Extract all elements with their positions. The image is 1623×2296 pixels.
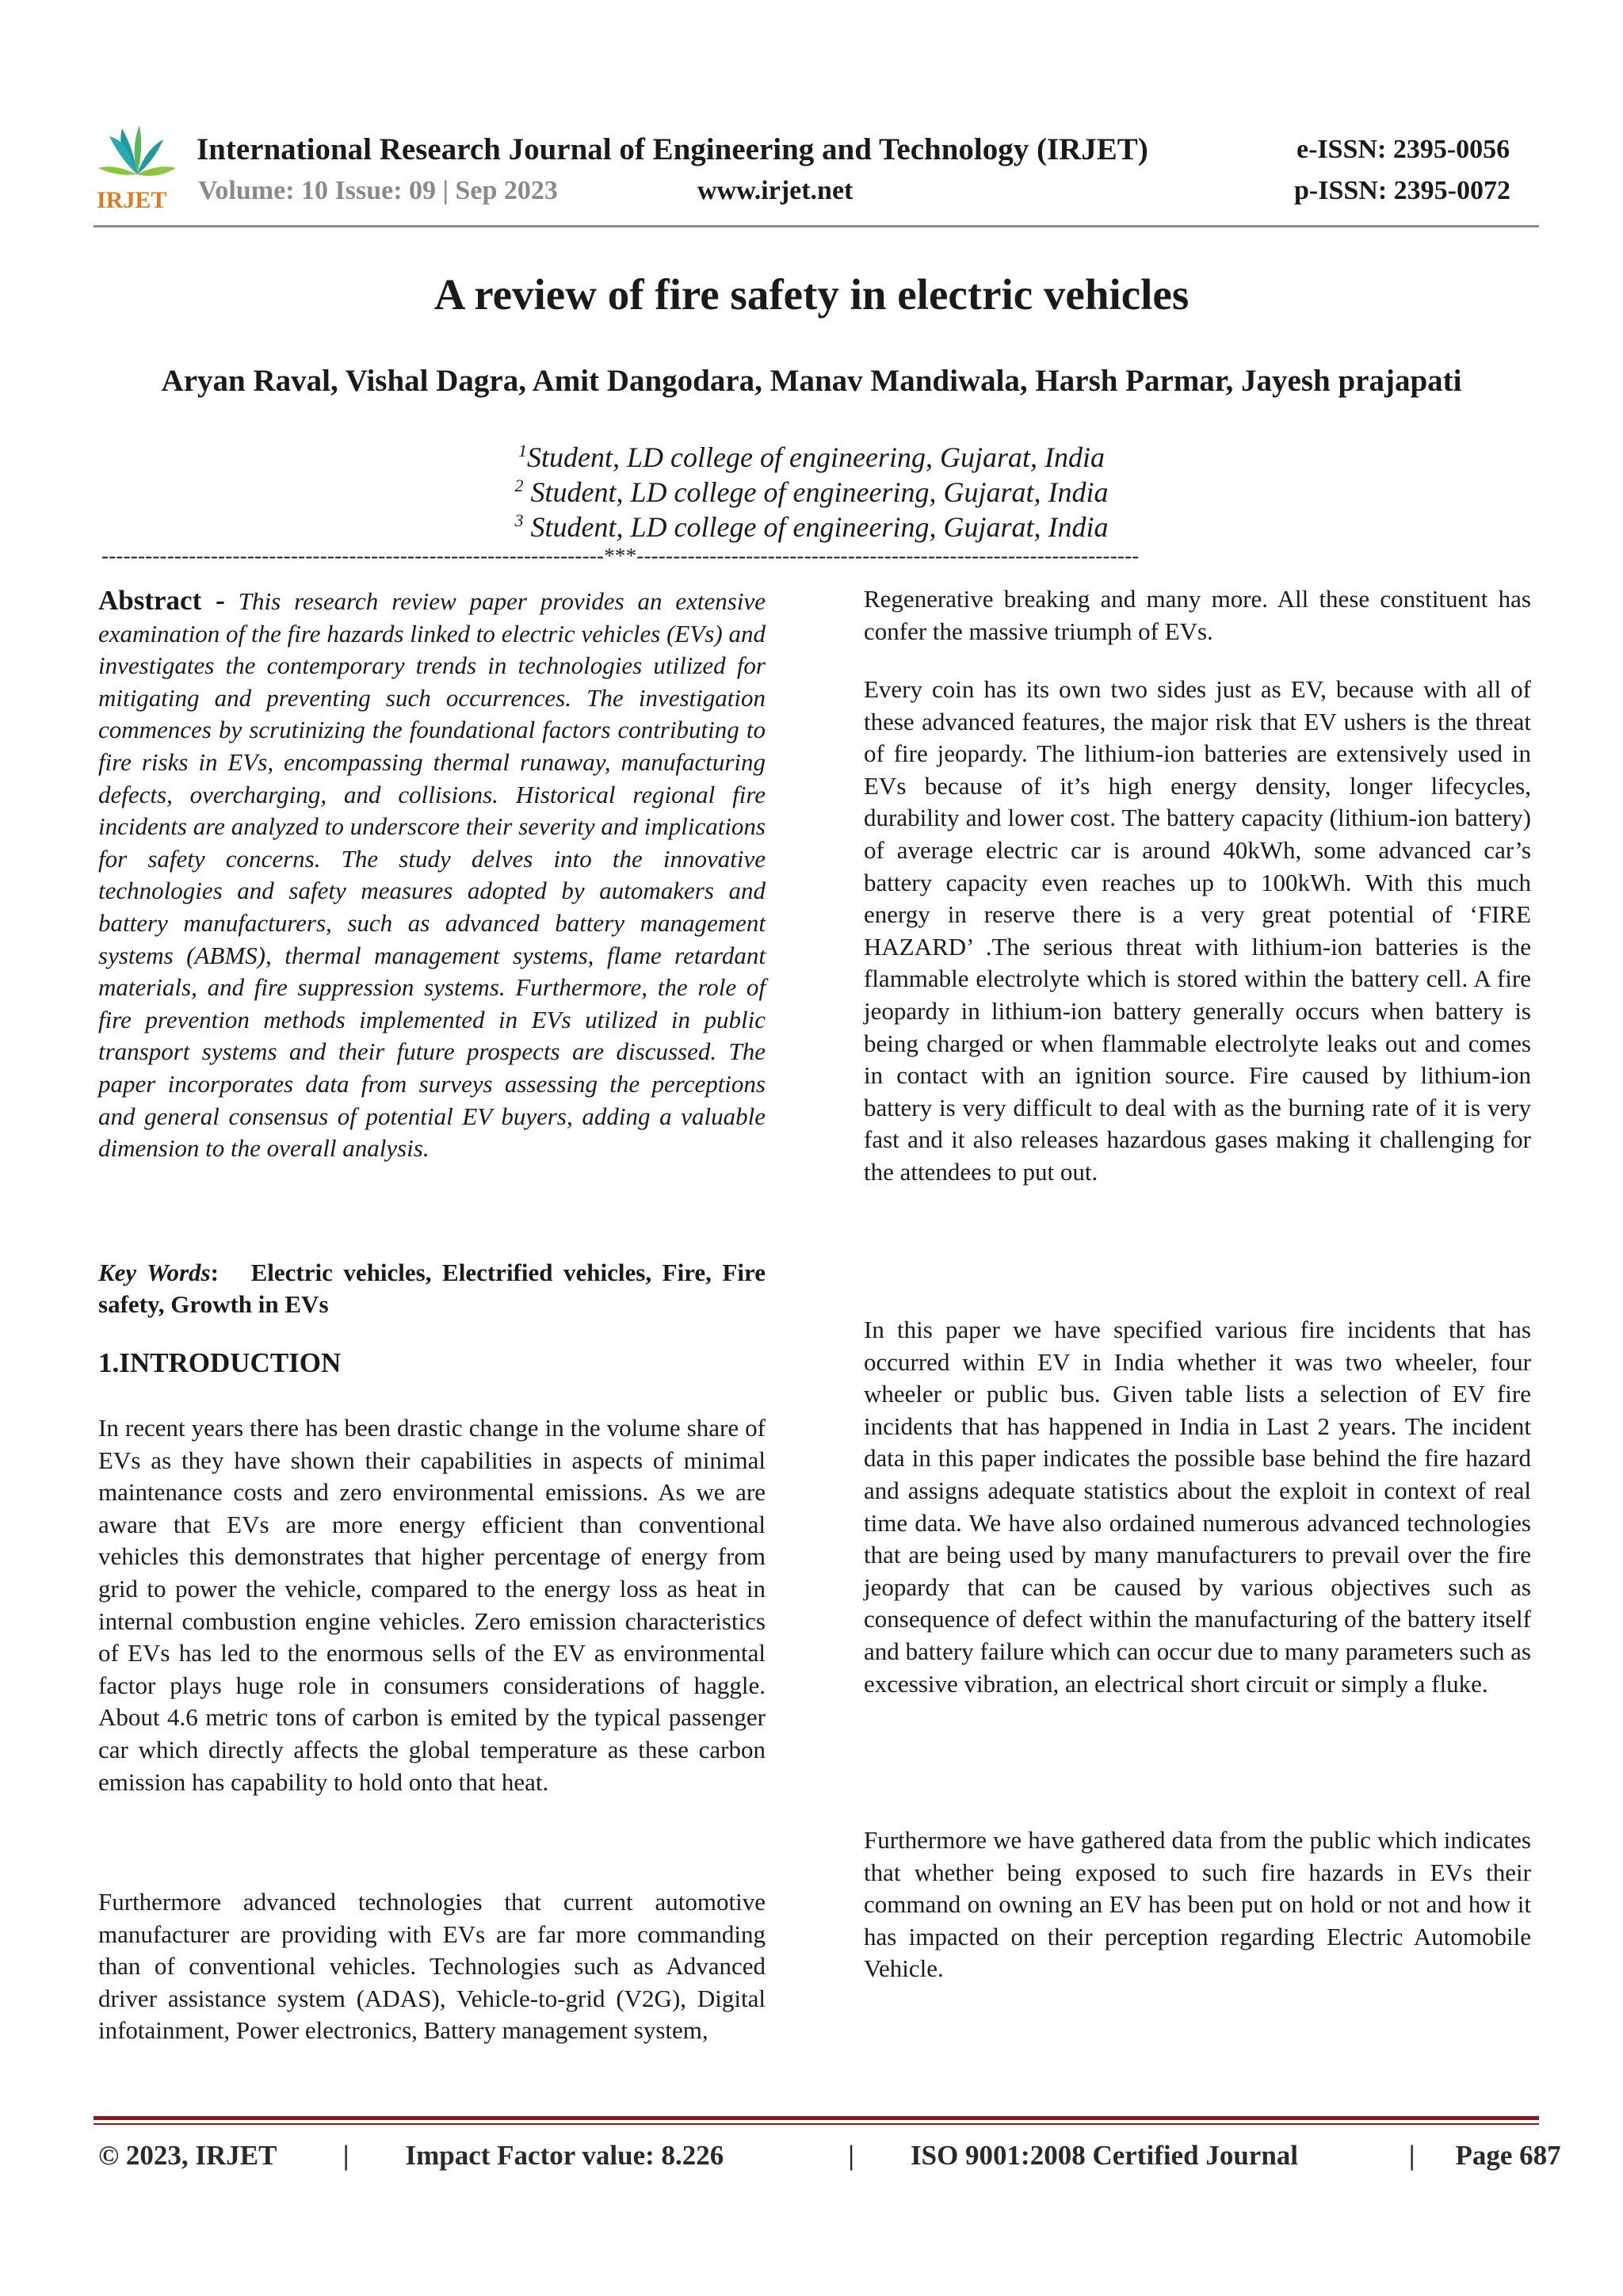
section-separator: ---------------------------------------------------------------------***---------------------------------------------------------------------	[101, 544, 1140, 567]
footer-rule-thin	[94, 2123, 1539, 2125]
keywords-text: Electric vehicles, Electrified vehicles, Fire, Fire safety, Growth in EVs	[98, 1259, 766, 1318]
intro-paragraph-2: Furthermore advanced technologies that current automotive manufacturer are providing with EVs are far more commanding than of conventional vehicles. Technologies such as Advanced driver assistance system (ADAS), Vehicle-to-grid (V2G), Digital infotainment, Power electronics, Battery management system,	[98, 1888, 766, 2045]
footer-iso: ISO 9001:2008 Certified Journal	[911, 2140, 1299, 2171]
footer-separator: |	[848, 2140, 854, 2171]
right-paragraph-2: Every coin has its own two sides just as EV, because with all of these advanced features, the major risk that EV ushers is the threat of fire jeopardy. The lithium-ion batteries are extensively used in EVs because of it’s high energy density, longer lifecycles, durability and lower cost. The battery capacity (lithium-ion battery) of average electric car is around 40kWh, some advanced car’s battery capacity even reaches up to 100kWh. With this much energy in reserve there is a very great potential of ‘FIRE HAZARD’ .The serious threat with lithium-ion batteries is the flammable electrolyte which is stored within the battery cell. A fire jeopardy in lithium-ion battery generally occurs when battery is being charged or when flammable electrolyte leaks out and comes in contact with an ignition source. Fire caused by lithium-ion battery is very difficult to deal with as the burning rate of it is very fast and it also releases hazardous gases making it challenging for the attendees to put out.	[864, 675, 1531, 1186]
keywords-label: Key Words	[98, 1259, 211, 1286]
section-heading-introduction: 1.INTRODUCTION	[98, 1347, 342, 1378]
e-issn: e-ISSN: 2395-0056	[1296, 135, 1510, 164]
logo-text: IRJET	[97, 187, 167, 213]
affiliation-1: $^1$Student, LD college of engineering, Gujarat, India	[518, 441, 1105, 473]
right-paragraph-1: Regenerative breaking and many more. All these constituent has confer the massive triumph of EVs.	[864, 585, 1531, 645]
p-issn: p-ISSN: 2395-0072	[1294, 176, 1510, 205]
footer-rule	[94, 2116, 1539, 2120]
journal-website[interactable]: www.irjet.net	[697, 176, 854, 205]
journal-name: International Research Journal of Engineering and Technology (IRJET)	[197, 132, 1148, 166]
author-list: Aryan Raval, Vishal Dagra, Amit Dangodara, Manav Mandiwala, Harsh Parmar, Jayesh prajapati	[161, 364, 1462, 398]
right-paragraph-3: In this paper we have specified various fire incidents that has occurred within EV in India whether it was two wheeler, four wheeler or public bus. Given table lists a selection of EV fire incidents that has happened in India in Last 2 years. The incident data in this paper indicates the possible base behind the fire hazard and assigns adequate statistics about the exploit in context of real time data. We have also ordained numerous advanced technologies that are being used by many manufacturers to prevail over the fire jeopardy that can be caused by various objectives such as consequence of defect within the manufacturing of the battery itself and battery failure which can occur due to many parameters such as excessive vibration, an electrical short circuit or simply a fluke.	[864, 1316, 1531, 1698]
affiliation-3: $^3$ Student, LD college of engineering, Gujarat, India	[514, 510, 1109, 543]
footer-separator: |	[342, 2140, 349, 2171]
footer-impact-factor: Impact Factor value: 8.226	[405, 2140, 724, 2171]
footer-copyright: © 2023, IRJET	[98, 2140, 277, 2171]
right-paragraph-4: Furthermore we have gathered data from the public which indicates that whether being exposed to such fire hazards in EVs their command on owning an EV has been put on hold or not and how it has impacted on their perception regarding Electric Automobile Vehicle.	[864, 1826, 1531, 1983]
footer-separator: |	[1408, 2140, 1415, 2171]
abstract-text: This research review paper provides an extensive examination of the fire hazards linked to electric vehicles (EVs) and investigates the contemporary trends in technologies utilized for mitigating and preventing such occurrences. The investigation commences by scrutinizing the foundational factors contributing to fire risks in EVs, encompassing thermal runaway, manufacturing defects, overcharging, and collisions. Historical regional fire incidents are analyzed to underscore their severity and implications for safety concerns. The study delves into the innovative technologies and safety measures adopted by automakers and battery manufacturers, such as advanced battery management systems (ABMS), thermal management systems, flame retardant materials, and fire suppression systems. Furthermore, the role of fire prevention methods implemented in EVs utilized in public transport systems and their future prospects are discussed. The paper incorporates data from surveys assessing the perceptions and general consensus of potential EV buyers, adding a valuable dimension to the overall analysis.	[98, 587, 766, 1163]
journal-logo	[94, 119, 181, 214]
volume-issue: Volume: 10 Issue: 09 | Sep 2023	[198, 176, 558, 205]
page-footer	[98, 2140, 1561, 2172]
footer-page-number: Page 687	[1455, 2140, 1561, 2171]
affiliation-2: $^2$ Student, LD college of engineering, Gujarat, India	[514, 476, 1109, 508]
keywords: Key Words: Electric vehicles, Electrified vehicles, Fire, Fire safety, Growth in EVs	[98, 1259, 766, 1318]
abstract-label: Abstract -	[98, 585, 225, 616]
paper-title: A review of fire safety in electric vehicles	[433, 270, 1190, 319]
abstract	[98, 585, 766, 1165]
intro-paragraph-1: In recent years there has been drastic change in the volume share of EVs as they have shown their capabilities in aspects of minimal maintenance costs and zero environmental emissions. As we are aware that EVs are more energy efficient than conventional vehicles this demonstrates that higher percentage of energy from grid to power the vehicle, compared to the energy loss as heat in internal combustion engine vehicles. Zero emission characteristics of EVs has led to the enormous sells of the EV as environmental factor plays huge role in consumers considerations of haggle. About 4.6 metric tons of carbon is emited by the typical passenger car which directly affects the global temperature as these carbon emission has capability to hold onto that heat.	[98, 1414, 766, 1796]
header-divider	[94, 225, 1539, 227]
